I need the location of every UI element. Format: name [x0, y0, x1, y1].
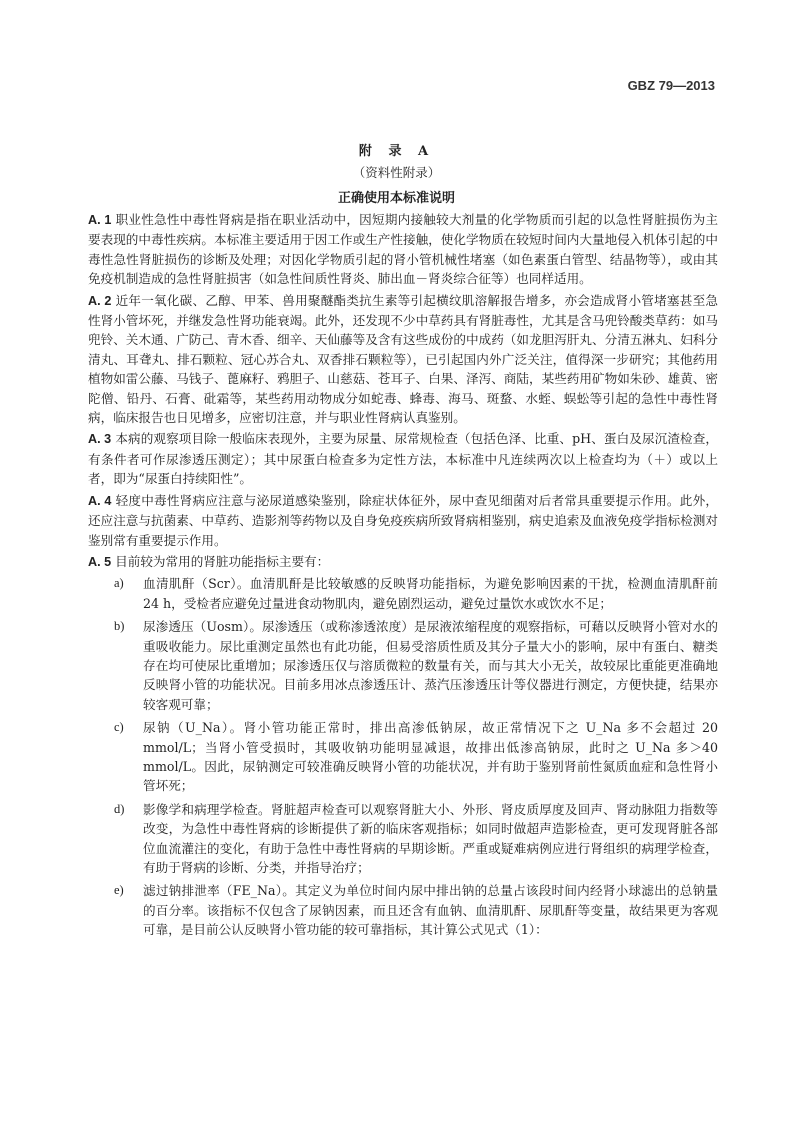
list-item-b [88, 617, 718, 714]
section-first-line: 近年一氧化碳、乙醇、甲苯、兽用聚醚酯类抗生素等引起横纹肌溶解报告增多，亦会造成肾小管堵 [115, 292, 667, 308]
list-item-text: 血清肌酐（Scr）。血清肌酐是比较敏感的反映肾功能指标，为避免影响因素的干扰，检测血清肌酐前 24 h，受检者应避免过量进食动物肌肉，避免剧烈运动，避免过量饮水或饮水不足； [143, 576, 718, 611]
list-marker: c) [114, 720, 124, 735]
standard-code: GBZ 79—2013 [627, 78, 715, 93]
list-marker: d) [114, 801, 125, 816]
list-item-text: 影像学和病理学检查。肾脏超声检查可以观察肾脏大小、外形、肾皮质厚度及回声、肾动脉阻力指数等改变，为急性中毒性肾病的诊断提供了新的临床客观指标；如同时做超声造影检查，更可发现肾脏各部位血流灌注的变化，有助于急性中毒性肾病的早期诊断。严重或疑难病例应进行肾组织的病理学检查，有助于肾病的诊断、分类，并指导治疗； [143, 801, 718, 875]
list-marker: b) [114, 619, 125, 634]
section-first-line: 目前较为常用的肾脏功能指标主要有： [115, 553, 330, 569]
annex-title: 附 录 A [358, 144, 435, 159]
section-text: 肾脏损伤为主要表现的中毒性疾病。本标准主要适用于因工作或生产性接触，使化学物质在较短时间内大量地侵入机体引起的中毒性急性肾脏损伤的诊断及处理；对因化学物质引起的肾小管机械性堵塞（如色素蛋白管型、结晶物等），或由其免疫机制造成的急性肾脏损害（如急性间质性肾炎、肺出血－肾炎综合征等）也同样适用。 [88, 212, 718, 287]
list-item-text: 尿渗透压（Uosm）。尿渗透压（或称渗透浓度）是尿液浓缩程度的观察指标，可藉以反映肾小管对水的重吸收能力。尿比重测定虽然也有此功能，但易受溶质性质及其分子量大小的影响，尿中有蛋白、糖类存在均可使尿比重增加；尿渗透压仅与溶质微粒的数量有关，而与其大小无关，故较尿比重能更准确地反映肾小管的功能状况。目前多用冰点渗透压计、蒸汽压渗透压计等仪器进行测定，方便快捷，结果亦较客观可靠； [143, 619, 718, 712]
section-text: 塞甚至急性肾小管坏死，并继发急性肾功能衰竭。此外，还发现不少中草药具有肾脏毒性，尤其是含马兜铃酸类草药：如马兜铃、关木通、广防己、青木香、细辛、天仙藤等及含有这些成份的中成药（如龙胆泻肝丸、分清五淋丸、妇科分清丸、耳聋丸、排石颗粒、冠心苏合丸、双香排石颗粒等），已引起国内外广泛关注，值得深一步研究；其他药用植物如雷公藤、马钱子、蓖麻籽、鸦胆子、山慈菇、苍耳子、白果、泽泻、商陆，某些药用矿物如朱砂、雄黄、密陀僧、铅丹、石膏、砒霜等，某些药用动物成分如蛇毒、蜂毒、海马、斑蝥、水蛭、蜈蚣等引起的急性中毒性肾病，临床报告也日见增多，应密切注意，并与职业性肾病认真鉴别。 [88, 292, 718, 426]
annex-subtitle: （资料性附录） [352, 165, 441, 180]
section-number: A. 1 [88, 213, 112, 227]
list-item-text: 滤过钠排泄率（FE_Na）。其定义为单位时间内尿中排出钠的总量占该段时间内经肾小球滤出的总钠量的百分率。该指标不仅包含了尿钠因素，而且还含有血钠、血清肌酐、尿肌酐等变量，故结果更为客观可靠，是目前公认反映肾小管功能的较可靠指标，其计算公式见式（1）： [143, 883, 718, 938]
list-item-d [88, 800, 718, 878]
annex-heading: 正确使用本标准说明 [337, 191, 455, 206]
section-first-line: 职业性急性中毒性肾病是指在职业活动中，因短期内接触较大剂量的化学物质而引起的以急性 [115, 212, 642, 227]
document-body [88, 210, 718, 944]
section-a2 [88, 291, 718, 428]
section-number: A. 2 [88, 293, 112, 308]
section-text: 用。此外，还应注意与抗菌素、中草药、造影剂等药物以及自身免疫疾病所致肾病相鉴别，病史追索及血液免疫学指标检测对鉴别常有重要提示作用。 [88, 492, 718, 548]
section-a4 [88, 491, 718, 550]
section-a5 [88, 552, 718, 572]
section-text: 渣检查，有条件者可作尿渗透压测定）；其中尿蛋白检查多为定性方法，本标准中凡连续两次以上检查均为（＋）或以上者，即为“尿蛋白持续阳性”。 [88, 431, 719, 487]
list-item-c [88, 718, 718, 796]
section-a3 [88, 429, 718, 488]
section-first-line: 本病的观察项目除一般临床表现外，主要为尿量、尿常规检查（包括色泽、比重、pH、蛋白及尿沉 [115, 431, 668, 447]
list-marker: e) [114, 883, 124, 898]
list-item-e [88, 881, 718, 939]
section-number: A. 3 [88, 432, 112, 447]
section-first-line: 轻度中毒性肾病应注意与泌尿道感染鉴别，除症状体征外，尿中查见细菌对后者常具重要提示作 [115, 492, 655, 508]
section-number: A. 5 [88, 554, 112, 569]
list-marker: a) [114, 576, 124, 591]
list-item-text: 尿钠（U_Na）。肾小管功能正常时，排出高渗低钠尿，故正常情况下之 U_Na 多不会超过 20 mmol/L；当肾小管受损时，其吸收钠功能明显减退，故排出低渗高钠尿，此时之 U_Na 多＞40 mmol/L。因此，尿钠测定可较准确反映肾小管的功能状况，并有助于鉴别肾前性氮质血症和急性肾小管坏死； [143, 720, 718, 794]
section-number: A. 4 [88, 493, 112, 508]
list-item-a [88, 574, 718, 613]
section-a1 [88, 210, 718, 289]
